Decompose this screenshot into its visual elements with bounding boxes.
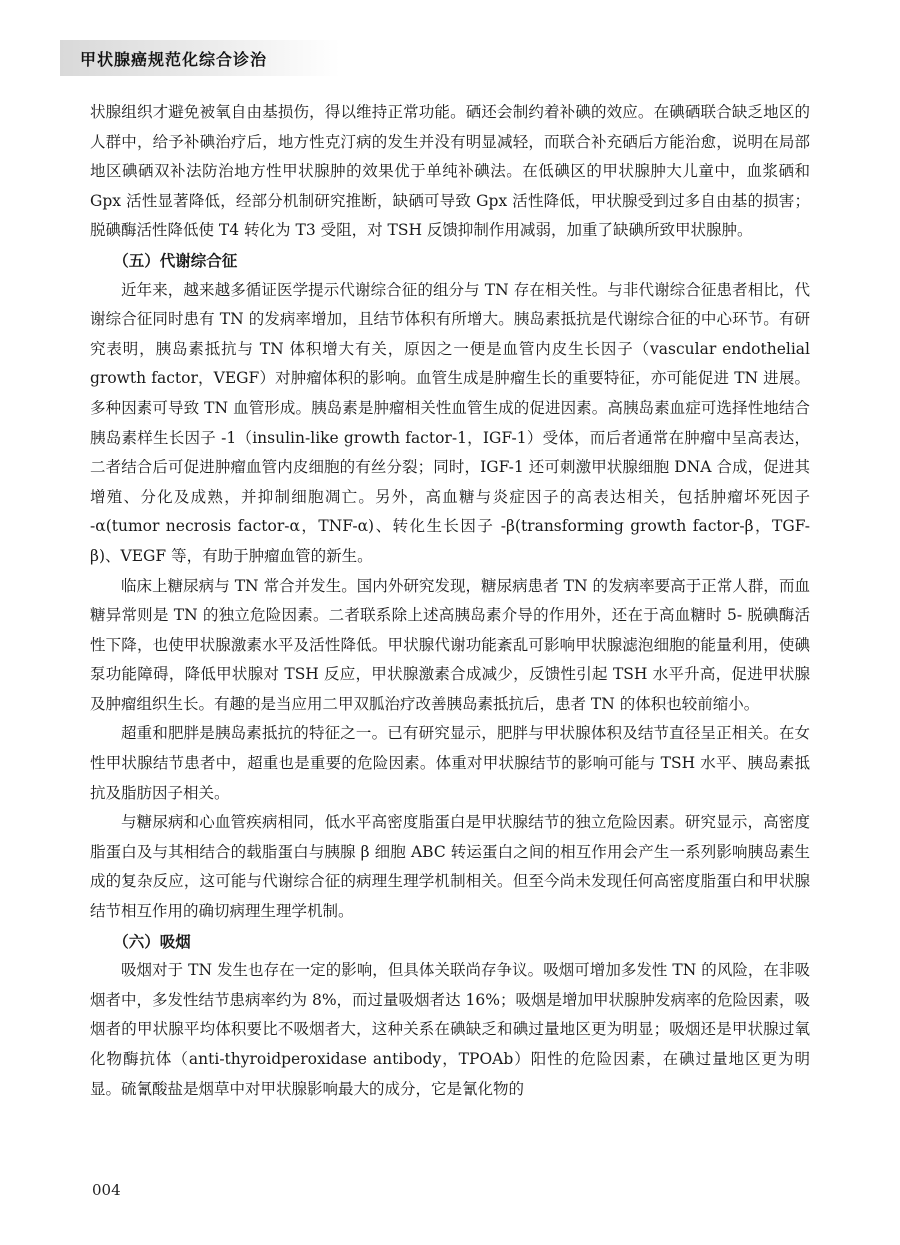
section-heading-smoking: （六）吸烟 [113, 931, 191, 951]
paragraph-obesity: 超重和肥胖是胰岛素抵抗的特征之一。已有研究显示，肥胖与甲状腺体积及结节直径呈正相关。在女性甲状腺结节患者中，超重也是重要的危险因素。体重对甲状腺结节的影响可能与 TSH 水平、胰岛素抵抗及脂肪因子相关。 [90, 724, 810, 802]
paragraph-hdl: 与糖尿病和心血管疾病相同，低水平高密度脂蛋白是甲状腺结节的独立危险因素。研究显示，高密度脂蛋白及与其相结合的载脂蛋白与胰腺 β 细胞 ABC 转运蛋白之间的相互作用会产生一系列影响胰岛素生成的复杂反应，这可能与代谢综合征的病理生理学机制相关。但至今尚未发现任何高密度脂蛋白和甲状腺结节相互作用的确切病理生理学机制。 [90, 813, 810, 921]
paragraph-metabolic-syndrome: 近年来，越来越多循证医学提示代谢综合征的组分与 TN 存在相关性。与非代谢综合征患者相比，代谢综合征同时患有 TN 的发病率增加，且结节体积有所增大。胰岛素抵抗是代谢综合征的中心环节。有研究表明，胰岛素抵抗与 TN 体积增大有关，原因之一便是血管内皮生长因子（vascular endothelial growth factor，VEGF）对肿瘤体积的影响。血管生成是肿瘤生长的重要特征，亦可能促进 TN 进展。多种因素可导致 TN 血管形成。胰岛素是肿瘤相关性血管生成的促进因素。高胰岛素血症可选择性地结合胰岛素样生长因子 -1（insulin-like growth factor-1，IGF-1）受体，而后者通常在肿瘤中呈高表达，二者结合后可促进肿瘤血管内皮细胞的有丝分裂；同时，IGF-1 还可刺激甲状腺细胞 DNA 合成，促进其增殖、分化及成熟，并抑制细胞凋亡。另外，高血糖与炎症因子的高表达相关，包括肿瘤坏死因子 -α(tumor necrosis factor-α，TNF-α)、转化生长因子 -β(transforming growth factor-β，TGF-β)、VEGF 等，有助于肿瘤血管的新生。 [90, 280, 810, 565]
section-heading-metabolic-syndrome: （五）代谢综合征 [113, 250, 238, 270]
paragraph-continuation: 状腺组织才避免被氧自由基损伤，得以维持正常功能。硒还会制约着补碘的效应。在碘硒联合缺乏地区的人群中，给予补碘治疗后，地方性克汀病的发生并没有明显减轻，而联合补充硒后方能治愈，说明在局部地区碘硒双补法防治地方性甲状腺肿的效果优于单纯补碘法。在低碘区的甲状腺肿大儿童中，血浆硒和 Gpx 活性显著降低，经部分机制研究推断，缺硒可导致 Gpx 活性降低，甲状腺受到过多自由基的损害；脱碘酶活性降低使 T4 转化为 T3 受阻，对 TSH 反馈抑制作用减弱，加重了缺碘所致甲状腺肿。 [90, 103, 810, 240]
page-number: 004 [92, 1181, 121, 1199]
running-header-title: 甲状腺癌规范化综合诊治 [80, 50, 268, 69]
paragraph-smoking: 吸烟对于 TN 发生也存在一定的影响，但具体关联尚存争议。吸烟可增加多发性 TN 的风险，在非吸烟者中，多发性结节患病率约为 8%，而过量吸烟者达 16%；吸烟是增加甲状腺肿发病率的危险因素，吸烟者的甲状腺平均体积要比不吸烟者大，这种关系在碘缺乏和碘过量地区更为明显；吸烟还是甲状腺过氧化物酶抗体（anti-thyroidperoxidase antibody，TPOAb）阳性的危险因素，在碘过量地区更为明显。硫氰酸盐是烟草中对甲状腺影响最大的成分，它是氰化物的 [90, 961, 810, 1098]
paragraph-diabetes: 临床上糖尿病与 TN 常合并发生。国内外研究发现，糖尿病患者 TN 的发病率要高于正常人群，而血糖异常则是 TN 的独立危险因素。二者联系除上述高胰岛素介导的作用外，还在于高血糖时 5- 脱碘酶活性下降，也使甲状腺激素水平及活性降低。甲状腺代谢功能紊乱可影响甲状腺滤泡细胞的能量利用，使碘泵功能障碍，降低甲状腺对 TSH 反应，甲状腺激素合成减少，反馈性引起 TSH 水平升高，促进甲状腺及肿瘤组织生长。有趣的是当应用二甲双胍治疗改善胰岛素抵抗后，患者 TN 的体积也较前缩小。 [90, 576, 810, 713]
page-body [90, 98, 810, 1104]
